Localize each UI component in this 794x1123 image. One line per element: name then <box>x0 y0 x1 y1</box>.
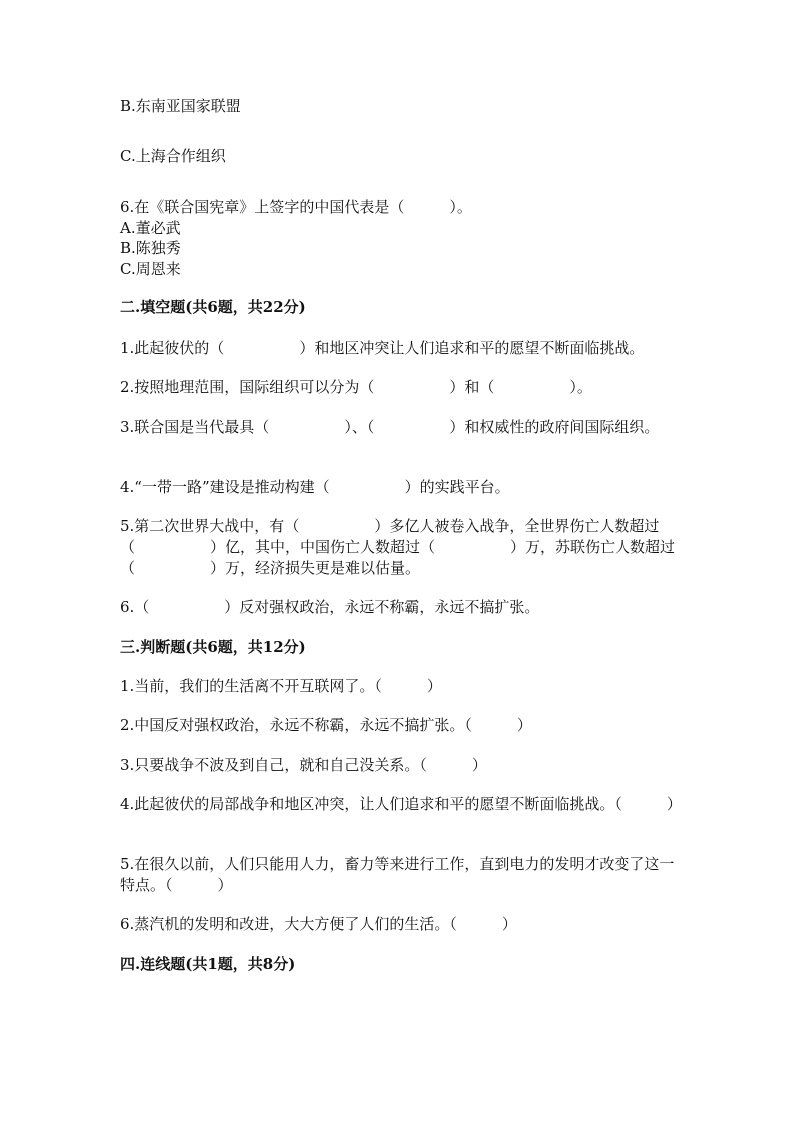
fill-item-2: 2.按照地理范围，国际组织可以分为（ ）和（ ）。 <box>120 378 592 396</box>
section-4-heading: 四.连线题(共1题，共8分) <box>120 955 296 973</box>
question-6-option-a: A.董必武 <box>120 219 181 237</box>
question-6-option-b: B.陈独秀 <box>120 239 181 257</box>
judge-item-4: 4.此起彼伏的局部战争和地区冲突，让人们追求和平的愿望不断面临挑战。（ ） <box>120 795 682 813</box>
fill-item-1: 1.此起彼伏的（ ）和地区冲突让人们追求和平的愿望不断面临挑战。 <box>120 339 645 357</box>
fill-item-4: 4.“一带一路”建设是推动构建（ ）的实践平台。 <box>120 478 510 496</box>
question-6-option-c: C.周恩来 <box>120 260 181 278</box>
judge-item-5: 5.在很久以前，人们只能用人力，畜力等来进行工作，直到电力的发明才改变了这一特点。（ ） <box>120 855 675 894</box>
option-c: C.上海合作组织 <box>120 147 226 165</box>
fill-item-6: 6.（ ）反对强权政治，永远不称霸，永远不搞扩张。 <box>120 598 540 616</box>
fill-item-3: 3.联合国是当代最具（ ）、（ ）和权威性的政府间国际组织。 <box>120 418 660 436</box>
judge-item-6: 6.蒸汽机的发明和改进，大大方便了人们的生活。（ ） <box>120 915 517 933</box>
judge-item-1: 1.当前，我们的生活离不开互联网了。（ ） <box>120 677 442 695</box>
question-6-stem: 6.在《联合国宪章》上签字的中国代表是（ ）。 <box>120 198 472 216</box>
fill-item-5: 5.第二次世界大战中，有（ ）多亿人被卷入战争，全世界伤亡人数超过（ ）亿，其中，中国伤亡人数超过（ ）万，苏联伤亡人数超过（ ）万，经济损失更是难以估量。 <box>120 517 676 577</box>
section-2-heading: 二.填空题(共6题，共22分) <box>120 298 306 316</box>
judge-item-3: 3.只要战争不波及到自己，就和自己没关系。（ ） <box>120 756 487 774</box>
judge-item-2: 2.中国反对强权政治，永远不称霸，永远不搞扩张。（ ） <box>120 716 532 734</box>
section-3-heading: 三.判断题(共6题，共12分) <box>120 638 306 656</box>
option-b: B.东南亚国家联盟 <box>120 97 241 115</box>
